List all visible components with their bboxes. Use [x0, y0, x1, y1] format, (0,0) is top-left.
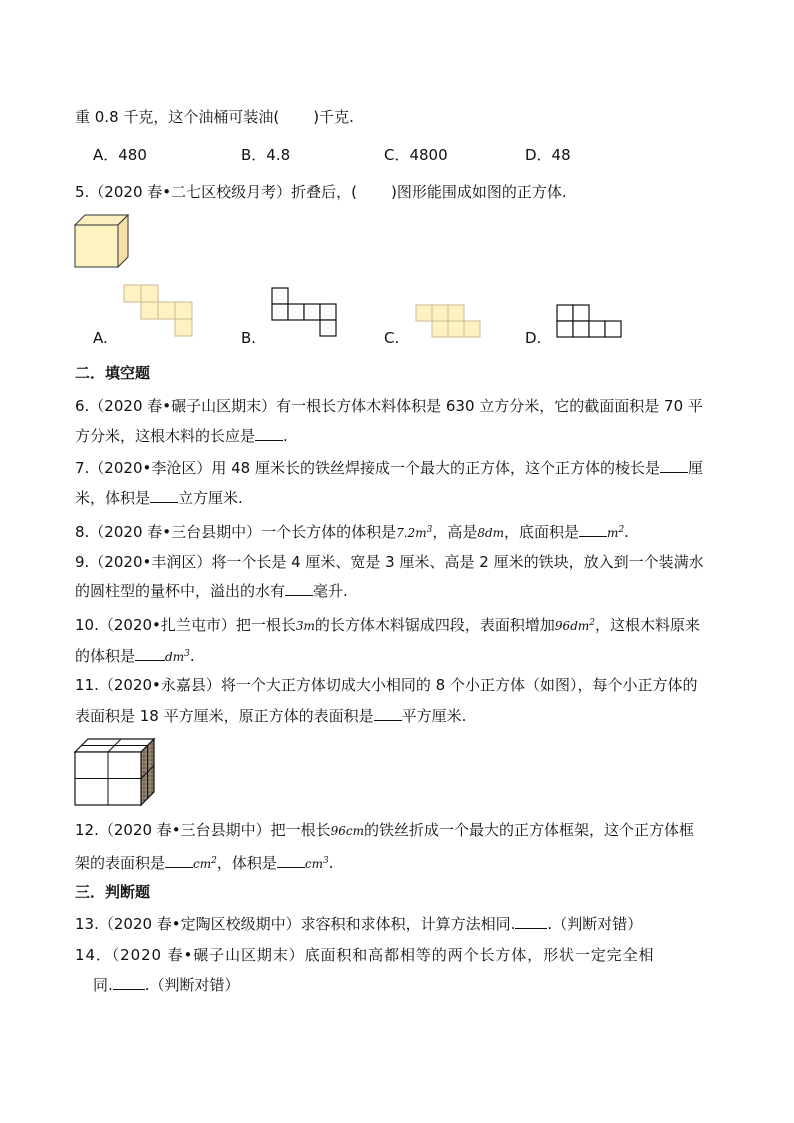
q12-blank-area — [165, 853, 193, 868]
q6-line2 — [75, 426, 288, 446]
q5-option-c: C. — [384, 329, 400, 347]
q11-line2 — [75, 706, 466, 726]
q5-option-b: B. — [241, 329, 257, 347]
q5-option-d: D. — [525, 329, 542, 347]
q12-line2-text: 架的表面积是 — [75, 854, 166, 872]
q10-text-a: 10.（2020•扎兰屯市）把一根长 — [75, 616, 296, 634]
q9-line2-text: 的圆柱型的量杯中，溢出的水有 — [75, 582, 286, 600]
q14-answer-blank — [113, 975, 145, 990]
q12-wire-length: 96cm — [330, 824, 365, 838]
q7-line2-text: 米，体积是 — [75, 489, 151, 507]
q8-text-c: ，底面积是 — [504, 523, 580, 541]
q4-option-a: A．480 — [93, 146, 147, 164]
q13-text: 13.（2020 春•定陶区校级期中）求容积和求体积，计算方法相同. — [75, 915, 516, 933]
q10-text-c: ，这根木料原来 — [595, 616, 701, 634]
q4-option-d: D．48 — [525, 146, 571, 164]
q5-net-c — [416, 305, 486, 341]
q12-text-a: 12.（2020 春•三台县期中）把一根长 — [75, 821, 331, 839]
q10-unit: $dm^3$ — [165, 649, 190, 664]
q4-tail: )千克. — [313, 108, 354, 126]
q5-net-a — [124, 285, 194, 339]
q8-text-b: ，高是 — [432, 523, 478, 541]
q10-answer-blank — [135, 646, 165, 661]
q13-line — [75, 914, 642, 934]
q12-blank-volume — [277, 853, 305, 868]
q10-line1 — [75, 613, 700, 636]
q8-end: . — [624, 523, 629, 541]
q13-suffix: .（判断对错） — [547, 915, 643, 933]
q9-line2 — [75, 581, 348, 601]
q11-answer-blank — [374, 706, 402, 721]
q10-line2-text: 的体积是 — [75, 647, 136, 665]
q6-answer-blank — [255, 426, 283, 441]
q4-option-b: B．4.8 — [241, 146, 291, 164]
q5-net-b — [272, 288, 342, 342]
q12-line1 — [75, 820, 694, 841]
q4-option-c: C．4800 — [384, 146, 448, 164]
q12-end: . — [328, 854, 334, 872]
q13-answer-blank — [515, 914, 547, 929]
q14-line2-text: 同. — [93, 976, 113, 994]
q11-line2-end: 平方厘米. — [401, 707, 467, 725]
q11-line1: 11.（2020•永嘉县）将一个大正方体切成大小相同的 8 个小正方体（如图），每个小正方体的 — [75, 676, 698, 694]
q10-end: . — [189, 647, 195, 665]
q6-line2-text: 方分米，这根木料的长应是 — [75, 427, 256, 445]
q10-text-b: 的长方体木料锯成四段，表面积增加 — [314, 616, 555, 634]
q8-height: 8dm — [477, 526, 505, 540]
q12-line2 — [75, 851, 334, 874]
q4-text-line — [75, 107, 354, 127]
q8-unit: $m^2$ — [607, 525, 625, 540]
q9-line1: 9.（2020•丰润区）将一个长是 4 厘米、宽是 3 厘米、高是 2 厘米的铁块，放入到一个装满水 — [75, 553, 704, 571]
q9-line2-end: 毫升. — [313, 582, 348, 600]
q5-cube-figure — [75, 215, 131, 271]
q8-volume: $7.2m^3$ — [396, 525, 433, 540]
q5-stem-b: )图形能围成如图的正方体. — [390, 183, 567, 201]
q7-line2 — [75, 488, 243, 508]
q14-line1: 14．（2020 春•碾子山区期末）底面积和高都相等的两个长方体，形状一定完全相 — [75, 946, 655, 964]
q6-line1: 6.（2020 春•碾子山区期末）有一根长方体木料体积是 630 立方分米，它的截面面积是 70 平 — [75, 397, 703, 415]
q11-cube-figure — [75, 739, 155, 809]
section-true-false-heading: 三．判断题 — [75, 883, 151, 901]
q14-line2-end: .（判断对错） — [144, 976, 240, 994]
q10-line2 — [75, 644, 195, 667]
q10-area-increase: $96dm^2$ — [554, 618, 595, 633]
q9-answer-blank — [285, 581, 313, 596]
q12-text-mid: ，体积是 — [216, 854, 277, 872]
q12-unit-volume: $cm^3$ — [304, 856, 329, 871]
q7-line1-text: 7.（2020•李沧区）用 48 厘米长的铁丝焊接成一个最大的正方体，这个正方体的棱长是 — [75, 459, 660, 477]
q11-line2-text: 表面积是 18 平方厘米，原正方体的表面积是 — [75, 707, 374, 725]
q7-line2-end: 立方厘米. — [178, 489, 243, 507]
q7-line1 — [75, 458, 703, 478]
q12-unit-area: $cm^2$ — [193, 856, 217, 871]
q8-text-a: 8.（2020 春•三台县期中）一个长方体的体积是 — [75, 523, 397, 541]
q7-blank-volume — [150, 488, 178, 503]
q5-option-a: A. — [93, 329, 108, 347]
q5-stem-a: 5.（2020 春•二七区校级月考）折叠后，( — [75, 183, 357, 201]
q7-line1-end: 厘 — [687, 459, 703, 477]
q4-text: 重 0.8 千克，这个油桶可装油( — [75, 108, 280, 126]
q10-length: 3m — [295, 619, 315, 633]
q7-blank-edge — [660, 458, 688, 473]
section-fill-in-heading: 二．填空题 — [75, 364, 151, 382]
q12-text-b: 的铁丝折成一个最大的正方体框架，这个正方体框 — [364, 821, 695, 839]
q5-stem — [75, 182, 567, 202]
q5-net-d — [557, 305, 627, 341]
q6-line2-end: . — [283, 427, 288, 445]
q14-line2 — [93, 975, 240, 995]
q8-line — [75, 520, 629, 543]
q8-answer-blank — [579, 522, 607, 537]
